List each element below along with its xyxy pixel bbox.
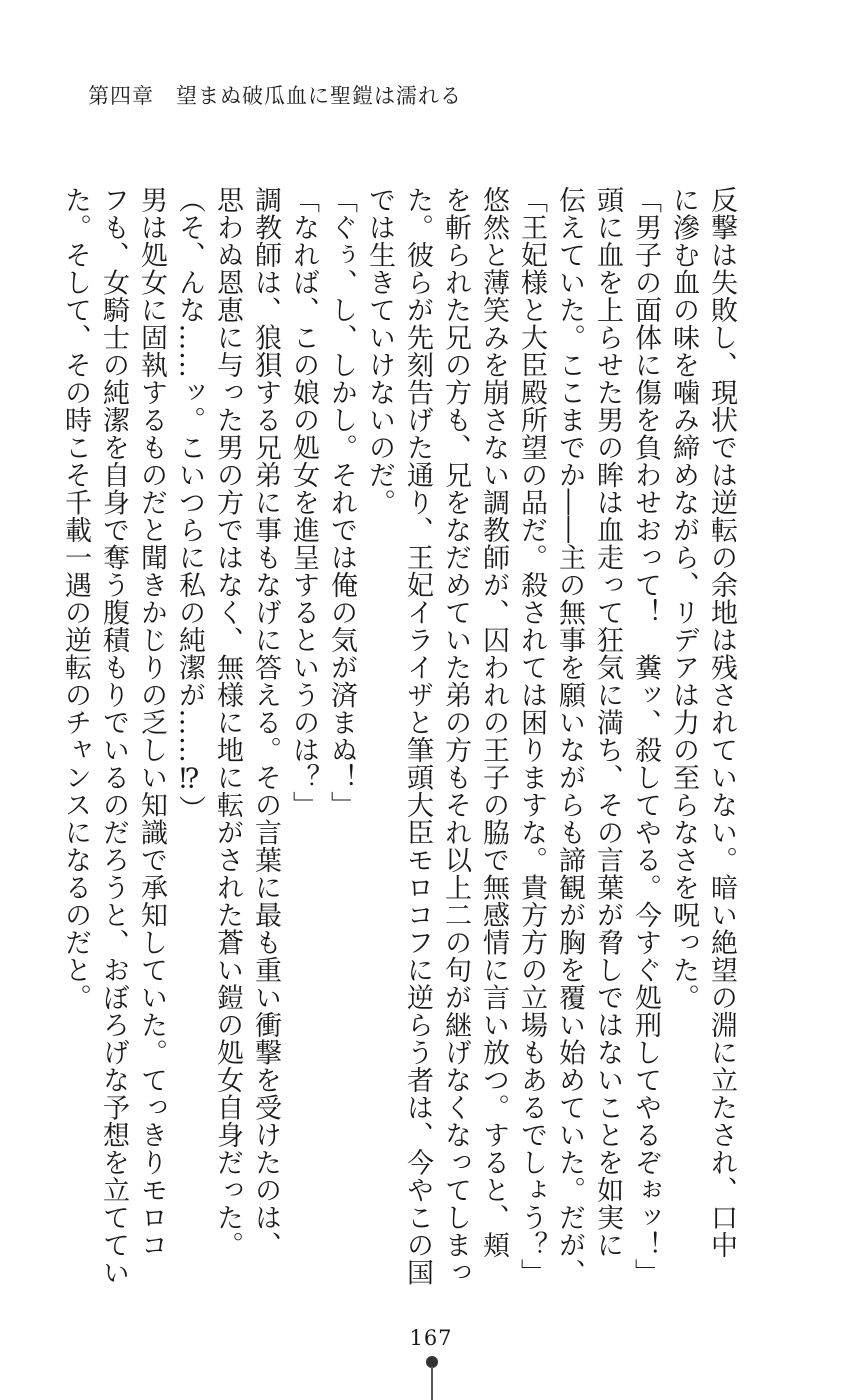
text-line: を斬られた兄の方も、兄をなだめていた弟の方もそれ以上二の句が継げなくなってしまっ [440,186,471,1286]
text-line: 男は処女に固執するものだと聞きかじりの乏しい知識で承知していた。てっきりモロコ [136,186,167,1259]
text-line: た。そして、その時こそ千載一遇の逆転のチャンスになるのだと。 [60,186,91,1011]
vertical-body-text [60,186,740,1306]
text-line: 「ぐぅ、し、しかし。それでは俺の気が済まぬ！」 [326,186,357,819]
text-line: 反撃は失敗し、現状では逆転の余地は残されていない。暗い絶望の淵に立たされ、口中 [706,186,737,1259]
page-number: 167 [409,1326,453,1350]
text-line: 頭に血を上らせた男の眸は血走って狂気に満ち、その言葉が脅しではないことを如実に [592,186,623,1259]
text-line: では生きていけないのだ。 [364,186,395,516]
text-line: （そ、んな……ッ。こいつらに私の純潔が……⁉） [174,186,205,823]
folio-line-ornament [431,1366,433,1400]
text-line: に滲む血の味を噛み締めながら、リデアは力の至らなさを呪った。 [668,186,699,1011]
text-line: た。彼らが先刻告げた通り、王妃イライザと筆頭大臣モロコフに逆らう者は、今やこの国 [402,186,433,1286]
running-head-title: 第四章 望まぬ破瓜血に聖鎧は濡れる [88,84,462,108]
text-line: 「男子の面体に傷を負わせおって！ 糞ッ、殺してやる。今すぐ処刑してやるぞぉッ！」 [630,186,661,1286]
text-line: 伝えていた。ここまでか――主の無事を願いながらも諦観が胸を覆い始めていた。だが、 [554,186,585,1286]
text-line: 「なれば、この娘の処女を進呈するというのは？」 [288,186,319,819]
text-line: 思わぬ恩恵に与った男の方ではなく、無様に地に転がされた蒼い鎧の処女自身だった。 [212,186,243,1259]
text-line: 調教師は、狼狽する兄弟に事もなげに答える。その言葉に最も重い衝撃を受けたのは、 [250,186,281,1259]
text-line: 悠然と薄笑みを崩さない調教師が、囚われの王子の脇で無感情に言い放つ。すると、頬 [478,186,509,1259]
text-line: フも、女騎士の純潔を自身で奪う腹積もりでいるのだろうと、おぼろげな予想を立ててい [98,186,129,1286]
text-line: 「王妃様と大臣殿所望の品だ。殺されては困りますな。貴方方の立場もあるでしょう？」 [516,186,547,1286]
